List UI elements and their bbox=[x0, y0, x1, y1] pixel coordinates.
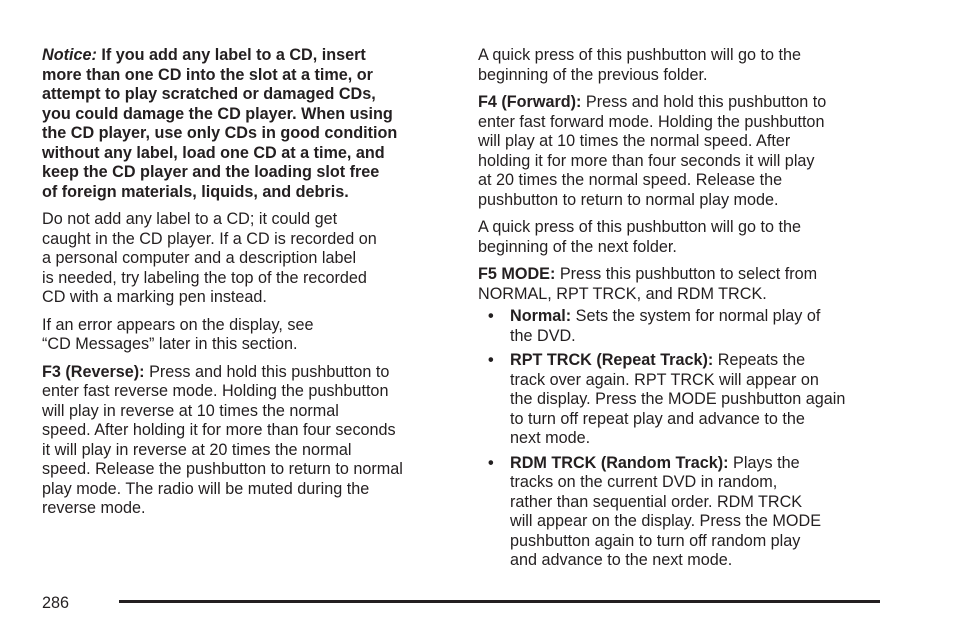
f3-lead: F3 (Reverse): bbox=[42, 362, 145, 381]
f4-text: Press and hold this pushbutton to enter fast forward mode. Holding the pushbutton will play at 10 times the normal speed. After holding it for more than four seconds it will play at 20 times the normal speed. Release the pushbutton to return to normal play mode. bbox=[478, 93, 827, 209]
f3-reverse-paragraph bbox=[42, 363, 452, 519]
list-item bbox=[478, 351, 888, 449]
page-number: 286 bbox=[42, 594, 70, 612]
bullet-lead: RDM TRCK (Random Track): bbox=[510, 453, 729, 472]
notice-text: If you add any label to a CD, insert more than one CD into the slot at a time, or attempt to play scratched or damaged CDs, you could damage the CD player. When using the CD player, use only CDs in good condition without any label, load one CD at a time, and keep the CD player and the loading slot free of foreign materials, liquids, and debris. bbox=[42, 46, 398, 201]
next-folder-paragraph: A quick press of this pushbutton will go to the beginning of the next folder. bbox=[478, 218, 802, 256]
bullet-icon: • bbox=[488, 307, 494, 325]
footer-rule bbox=[119, 600, 880, 603]
f3-text: Press and hold this pushbutton to enter fast reverse mode. Holding the pushbutton will play in reverse at 10 times the normal speed. After holding it for more than four seconds it will play in reverse at 20 times the normal speed. Release the pushbutton to return to normal play mode. The radio will be muted during the reverse mode. bbox=[42, 362, 403, 517]
bullet-text: Repeats the track over again. RPT TRCK will appear on the display. Press the MODE pushbutton again to turn off repeat play and advance to the next mode. bbox=[510, 351, 846, 447]
mode-list bbox=[478, 307, 888, 571]
bullet-lead: Normal: bbox=[510, 307, 572, 325]
right-column bbox=[478, 46, 888, 576]
f5-text: Press this pushbutton to select from NORMAL, RPT TRCK, and RDM TRCK. bbox=[478, 265, 818, 303]
f4-lead: F4 (Forward): bbox=[478, 93, 582, 111]
bullet-lead: RPT TRCK (Repeat Track): bbox=[510, 351, 714, 369]
prev-folder-paragraph: A quick press of this pushbutton will go to the beginning of the previous folder. bbox=[478, 46, 802, 84]
bullet-icon: • bbox=[488, 351, 494, 369]
f5-mode-paragraph bbox=[478, 265, 888, 304]
list-item bbox=[478, 307, 888, 346]
notice-label: Notice: bbox=[42, 46, 97, 64]
notice-paragraph bbox=[42, 46, 452, 202]
list-item bbox=[478, 454, 888, 571]
left-column bbox=[42, 46, 452, 527]
bullet-text: Sets the system for normal play of the DVD. bbox=[510, 307, 821, 345]
label-warning-paragraph: Do not add any label to a CD; it could get caught in the CD player. If a CD is recorded on a personal computer and a description label is needed, try labeling the top of the recorded CD with a marking pen instead. bbox=[42, 210, 377, 306]
error-paragraph: If an error appears on the display, see “CD Messages” later in this section. bbox=[42, 315, 314, 353]
f4-forward-paragraph bbox=[478, 93, 888, 210]
bullet-text: Plays the tracks on the current DVD in random, rather than sequential order. RDM TRCK will appear on the display. Press the MODE pushbutton again to turn off random play and advance to the next mode. bbox=[510, 453, 821, 569]
f5-lead: F5 MODE: bbox=[478, 265, 556, 283]
bullet-icon: • bbox=[488, 453, 494, 472]
